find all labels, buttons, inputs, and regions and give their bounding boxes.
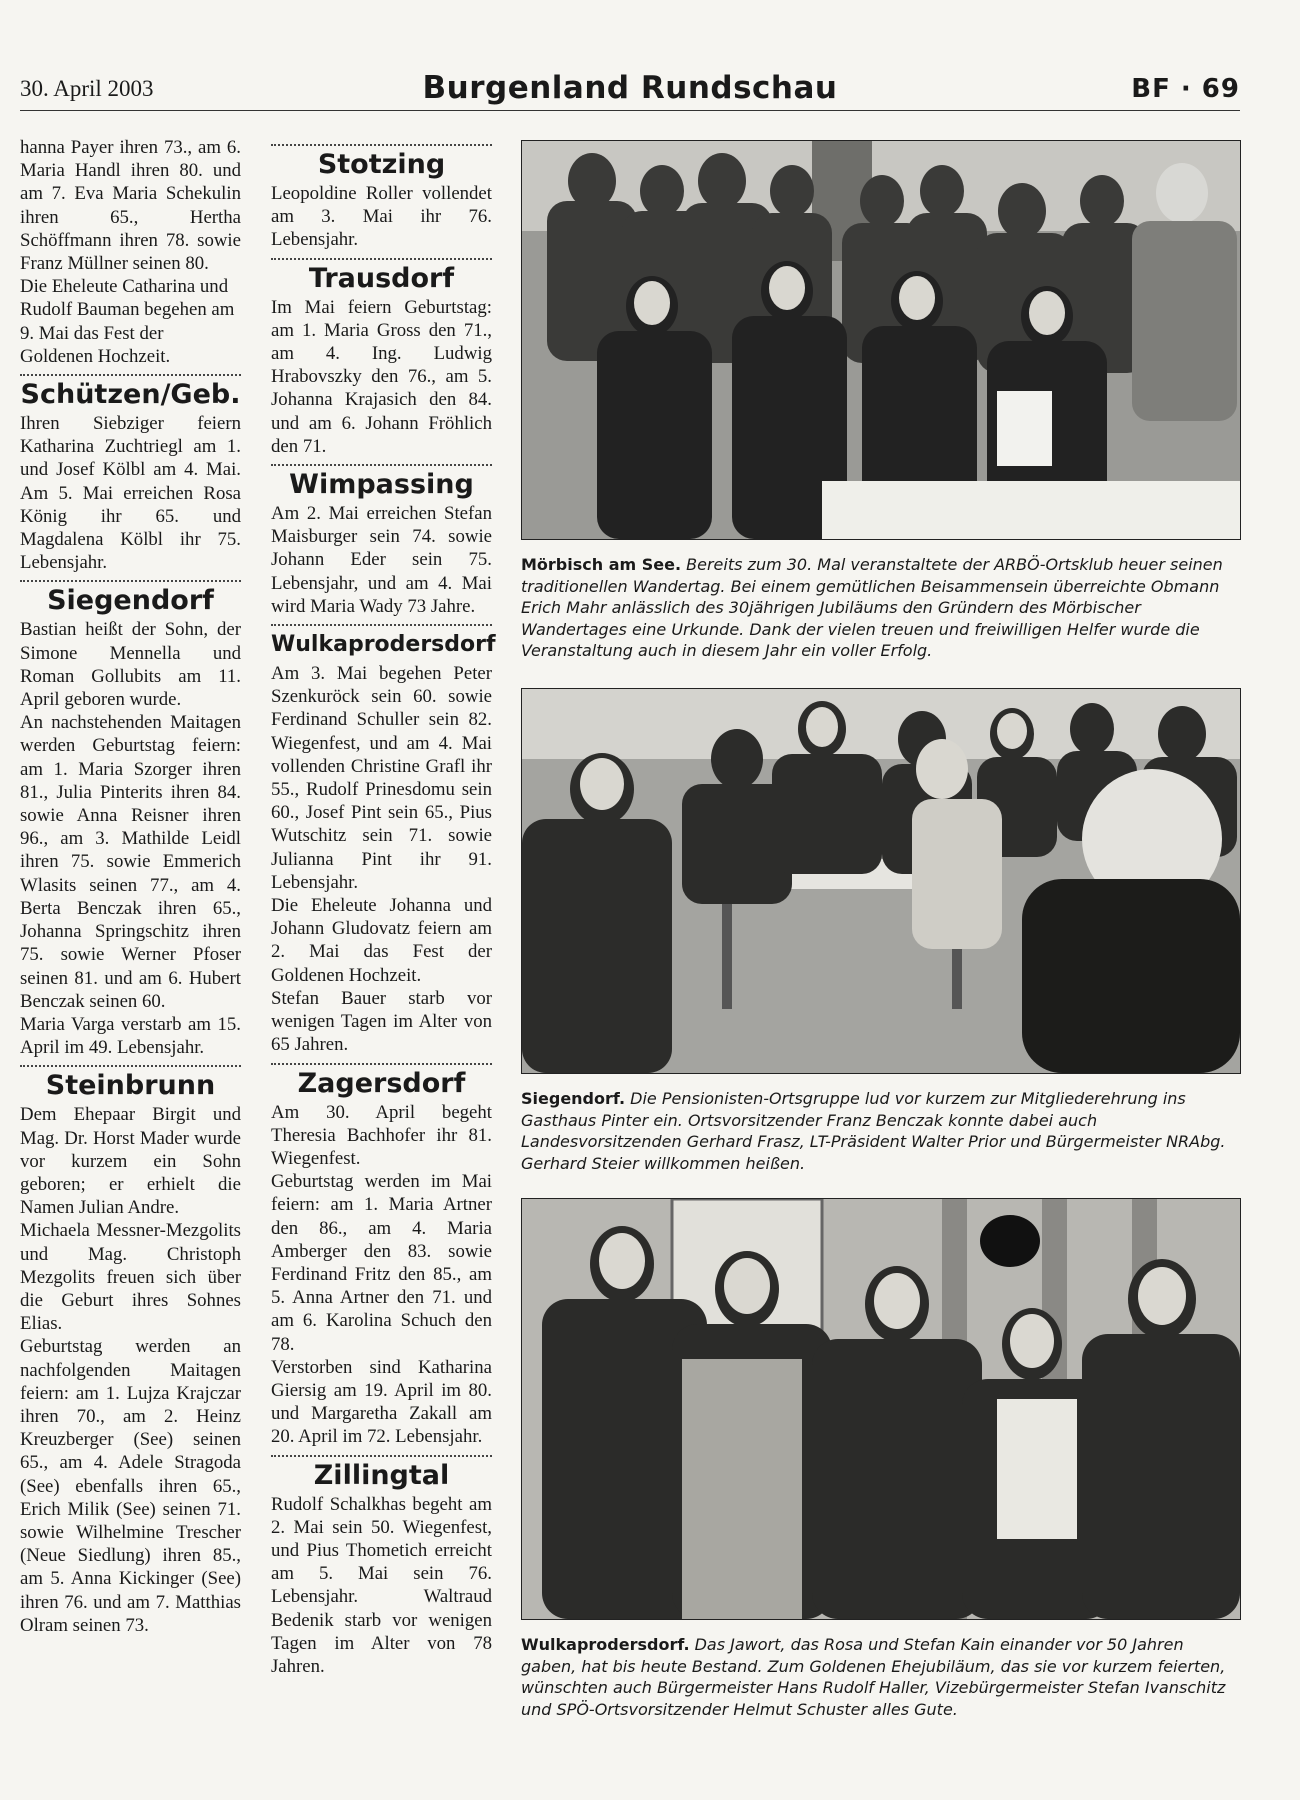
section-heading: Siegendorf — [47, 585, 214, 617]
dotted-divider — [271, 1063, 492, 1065]
section-heading: Wimpassing — [289, 469, 474, 501]
photo-block-siegendorf — [521, 688, 1241, 1174]
section-heading: Steinbrunn — [45, 1070, 216, 1102]
dotted-divider — [20, 580, 241, 582]
article-paragraph: Maria Varga verstarb am 15. April im 49. Lebensjahr. — [20, 1013, 241, 1059]
caption-place: Wulkaprodersdorf. — [521, 1635, 690, 1654]
article-paragraph: Am 30. April begeht Theresia Bachhofer ihr 81. Wiegenfest. — [271, 1101, 492, 1169]
article-paragraph: Verstorben sind Katharina Giersig am 19. April im 80. und Margaretha Zakall am 20. April im 72. Lebensjahr. — [271, 1356, 492, 1448]
article-paragraph: Bastian heißt der Sohn, der Simone Mennella und Roman Gollubits am 11. April geboren wurde. — [20, 619, 241, 711]
caption-text: Die Pensionisten-Ortsgruppe lud vor kurzem zur Mitgliederehrung ins Gasthaus Pinter ein. Ortsvorsitzender Franz Benczak konnte dabei auch Landesvorsitzenden Gerhard Frasz, LT-Präsident Walter Prior und Bürgermeister NRAbg. Gerhard Steier willkommen heißen. — [521, 1089, 1226, 1173]
dotted-divider — [271, 144, 492, 146]
section-heading: Stotzing — [317, 149, 446, 180]
dotted-divider — [271, 464, 492, 466]
page-number: BF · 69 — [1131, 74, 1240, 104]
text-column-2 — [271, 136, 496, 1678]
article-paragraph: Am 2. Mai erreichen Stefan Maisburger sein 74. sowie Johann Eder sein 75. Lebensjahr, und am 4. Mai wird Maria Wady 73 Jahre. — [271, 503, 492, 617]
caption-text: Bereits zum 30. Mal veranstaltete der ARBÖ-Ortsklub heuer seinen traditionellen Wandertag. Bei einem gemütlichen Beisammensein überreichte Obmann Erich Mahr anlässlich des 30jährigen Jubiläums den Gründern des Mörbischer Wandertages eine Urkunde. Dank der vielen treuen und freiwilligen Helfer wurde die Veranstaltung auch in diesem Jahr ein voller Erfolg. — [521, 555, 1223, 660]
article-paragraph: Michaela Messner-Mezgolits und Mag. Christoph Mezgolits freuen sich über die Geburt ihres Sohnes Elias. — [20, 1220, 241, 1335]
article-paragraph: Geburtstag werden im Mai feiern: am 1. Maria Artner den 86., am 4. Maria Amberger den 83. sowie Ferdinand Fritz den 85., am 5. Anna Artner den 71. und am 6. Karolina Schuch den 78. — [271, 1171, 492, 1355]
section-heading: Trausdorf — [308, 262, 455, 294]
photo-caption — [521, 1634, 1241, 1720]
photo-block-moerbisch — [521, 140, 1241, 662]
caption-text: Das Jawort, das Rosa und Stefan Kain einander vor 50 Jahren gaben, hat bis heute Bestand. Zum Goldenen Ehejubiläum, das sie vor kurzem feierten, wünschten auch Bürgermeister Hans Rudolf Haller, Vizebürgermeister Stefan Ivanschitz und SPÖ-Ortsvorsitzender Helmut Schuster alles Gute. — [521, 1635, 1226, 1719]
dotted-divider — [20, 1065, 241, 1067]
section-heading: Zillingtal — [313, 1459, 450, 1491]
article-paragraph: hanna Payer ihren 73., am 6. Maria Handl ihren 80. und am 7. Eva Maria Schekulin ihren 65., Hertha Schöffmann ihren 78. sowie Franz Müllner seinen 80. — [20, 137, 241, 275]
section-heading: Zagersdorf — [297, 1067, 466, 1099]
text-column-1 — [20, 136, 241, 1637]
caption-place: Siegendorf. — [521, 1089, 626, 1108]
dotted-divider — [271, 1455, 492, 1457]
article-paragraph: Dem Ehepaar Birgit und Mag. Dr. Horst Mader wurde vor kurzem ein Sohn geboren; er erhielt die Namen Julian Andre. — [20, 1104, 241, 1219]
dotted-divider — [271, 258, 492, 260]
page-header — [20, 68, 1240, 111]
article-paragraph: Geburtstag werden an nachfolgenden Maitagen feiern: am 1. Lujza Krajczar ihren 70., am 2. Heinz Kreuzberger (See) seinen 65., am 4. Adele Stragoda (See) ebenfalls ihren 65., Erich Milik (See) seinen 71. sowie Wilhelmine Trescher (Neue Siedlung) ihren 85., am 5. Anna Kickinger (See) ihren 76. und am 7. Matthias Olram seinen 73. — [20, 1336, 241, 1636]
group-photo-siegendorf — [521, 688, 1241, 1074]
article-paragraph: An nachstehenden Maitagen werden Geburtstag feiern: am 1. Maria Szorger ihren 81., Julia Pinterits ihren 84. sowie Anna Reisner ihren 96., am 3. Mathilde Leidl ihren 75. sowie Emmerich Wlasits seinen 77., am 4. Berta Benczak ihren 65., Johanna Springschitz ihren 75. sowie Werner Pfoser seinen 81. und am 6. Hubert Benczak seinen 60. — [20, 712, 241, 1012]
article-paragraph: Die Eheleute Johanna und Johann Gludovatz feiern am 2. Mai das Fest der Goldenen Hochzeit. — [271, 895, 492, 986]
photo-illustration — [522, 1199, 1240, 1619]
group-photo-wulkaprodersdorf — [521, 1198, 1241, 1620]
article-paragraph: Stefan Bauer starb vor wenigen Tagen im Alter von 65 Jahren. — [271, 987, 492, 1056]
photo-caption — [521, 554, 1241, 662]
photo-illustration — [522, 689, 1240, 1073]
section-heading: Schützen/Geb. — [20, 379, 241, 411]
dotted-divider — [20, 374, 241, 376]
photo-caption — [521, 1088, 1241, 1174]
caption-place: Mörbisch am See. — [521, 555, 682, 574]
photo-illustration — [522, 141, 1240, 539]
newspaper-title: Burgenland Rundschau — [422, 70, 838, 106]
issue-date: 30. April 2003 — [20, 76, 154, 101]
article-paragraph: Am 3. Mai begehen Peter Szenkuröck sein 60. sowie Ferdinand Schuller sein 82. Wiegenfest, und am 4. Mai vollenden Christine Grafl ihr 55., Rudolf Prinesdomu sein 60., Josef Pint sein 65., Pius Wutschitz sein 71. sowie Julianna Pint ihr 91. Lebensjahr. — [271, 663, 492, 893]
group-photo-moerbisch — [521, 140, 1241, 540]
article-paragraph: Rudolf Schalkhas begeht am 2. Mai sein 50. Wiegenfest, und Pius Thometich erreicht am 5. Mai sein 76. Lebensjahr. Waltraud Bedenik starb vor wenigen Tagen im Alter von 78 Jahren. — [271, 1493, 492, 1677]
article-paragraph: Die Eheleute Catharina und Rudolf Bauman begehen am 9. Mai das Fest der Goldenen Hochzeit. — [20, 276, 235, 367]
photo-block-wulkaprodersdorf — [521, 1198, 1241, 1720]
article-paragraph: Leopoldine Roller vollendet am 3. Mai ihr 76. Lebensjahr. — [271, 183, 492, 251]
article-paragraph: Im Mai feiern Geburtstag: am 1. Maria Gross den 71., am 4. Ing. Ludwig Hrabovszky den 76., am 5. Johanna Krajasich den 84. und am 6. Johann Fröhlich den 71. — [271, 296, 492, 457]
dotted-divider — [271, 624, 492, 626]
article-paragraph: Ihren Siebziger feiern Katharina Zuchtriegl am 1. und Josef Kölbl am 4. Mai. Am 5. Mai erreichen Rosa König ihr 65. und Magdalena Kölbl ihr 75. Lebensjahr. — [20, 413, 241, 574]
section-heading: Wulkaprodersdorf — [271, 632, 496, 658]
